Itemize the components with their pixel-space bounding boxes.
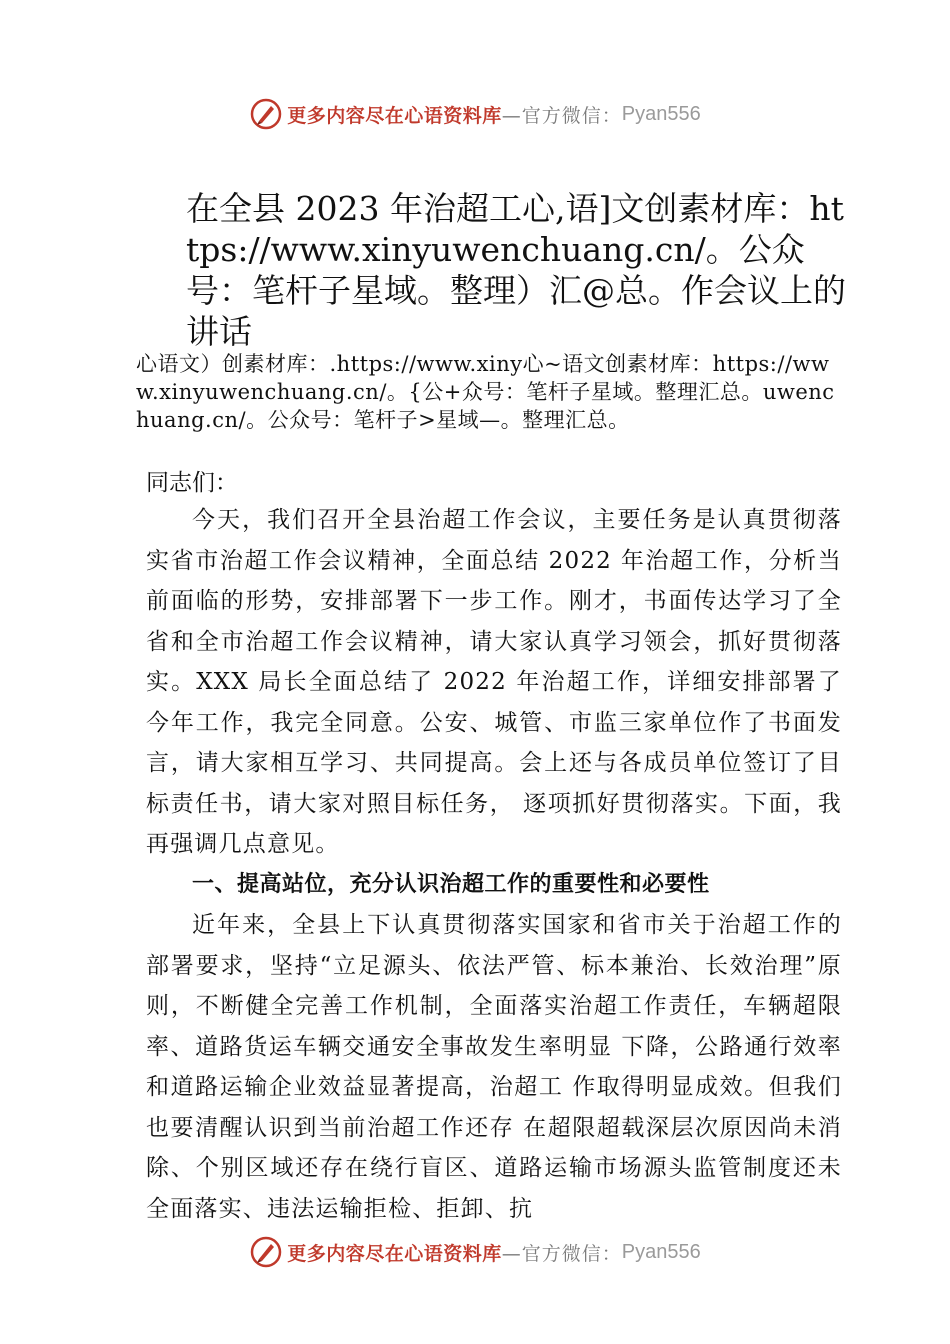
document-body [146,500,842,1229]
pen-nib-icon [249,97,283,131]
watermark-banner-top [0,94,950,134]
watermark-wechat-id: Pyan556 [621,102,701,125]
pen-nib-icon [249,1235,283,1269]
watermark-contact: —官方微信： [501,1242,622,1265]
watermark-banner-bottom [0,1232,950,1272]
document-title: 在全县 2023 年治超工心,语]文创素材库：https://www.xinyuwenchuang.cn/。公众号：笔杆子星域。整理）汇@总。作会议上的讲话 [186,189,846,351]
greeting: 同志们： [146,470,238,496]
garbled-note: 心语文）创素材库：.https://www.xiny心~语文创素材库：https://www.xinyuwenchuang.cn/。{公+众号：笔杆子星域。整理汇总。uwenchuang.cn/。公众号：笔杆子>星域—。整理汇总。 [136,352,835,432]
watermark-text: 更多内容尽在心语资料库 [287,104,502,127]
watermark-text: 更多内容尽在心语资料库 [287,1242,502,1265]
section-heading-1: 一、提高站位，充分认识治超工作的重要性和必要性 [192,871,710,897]
watermark-contact: —官方微信： [501,104,622,127]
watermark-wechat-id: Pyan556 [621,1240,701,1263]
paragraph-1: 今天，我们召开全县治超工作会议，主要任务是认真贯彻落实省市治超工作会议精神，全面总结 2022 年治超工作，分析当前面临的形势，安排部署下一步工作。刚才，书面传达学习了全省和全市治超工作会议精神，请大家认真学习领会，抓好贯彻落实。XXX 局长全面总结了 2022 年治超工作，详细安排部署了今年工作，我完全同意。公安、城管、市监三家单位作了书面发言，请大家相互学习、共同提高。会上还与各成员单位签订了目标责任书，请大家对照目标任务， 逐项抓好贯彻落实。下面，我再强调几点意见。 [146,507,842,857]
paragraph-2: 近年来，全县上下认真贯彻落实国家和省市关于治超工作的部署要求，坚持“立足源头、依法严管、标本兼治、长效治理”原则，不断健全完善工作机制，全面落实治超工作责任，车辆超限率、道路货运车辆交通安全事故发生率明显 下降，公路通行效率和道路运输企业效益显著提高，治超工 作取得明显成效。但我们也要清醒认识到当前治超工作还存 在超限超载深层次原因尚未消除、个别区域还存在绕行盲区、道路运输市场源头监管制度还未全面落实、违法运输拒检、拒卸、抗 [146,912,842,1222]
